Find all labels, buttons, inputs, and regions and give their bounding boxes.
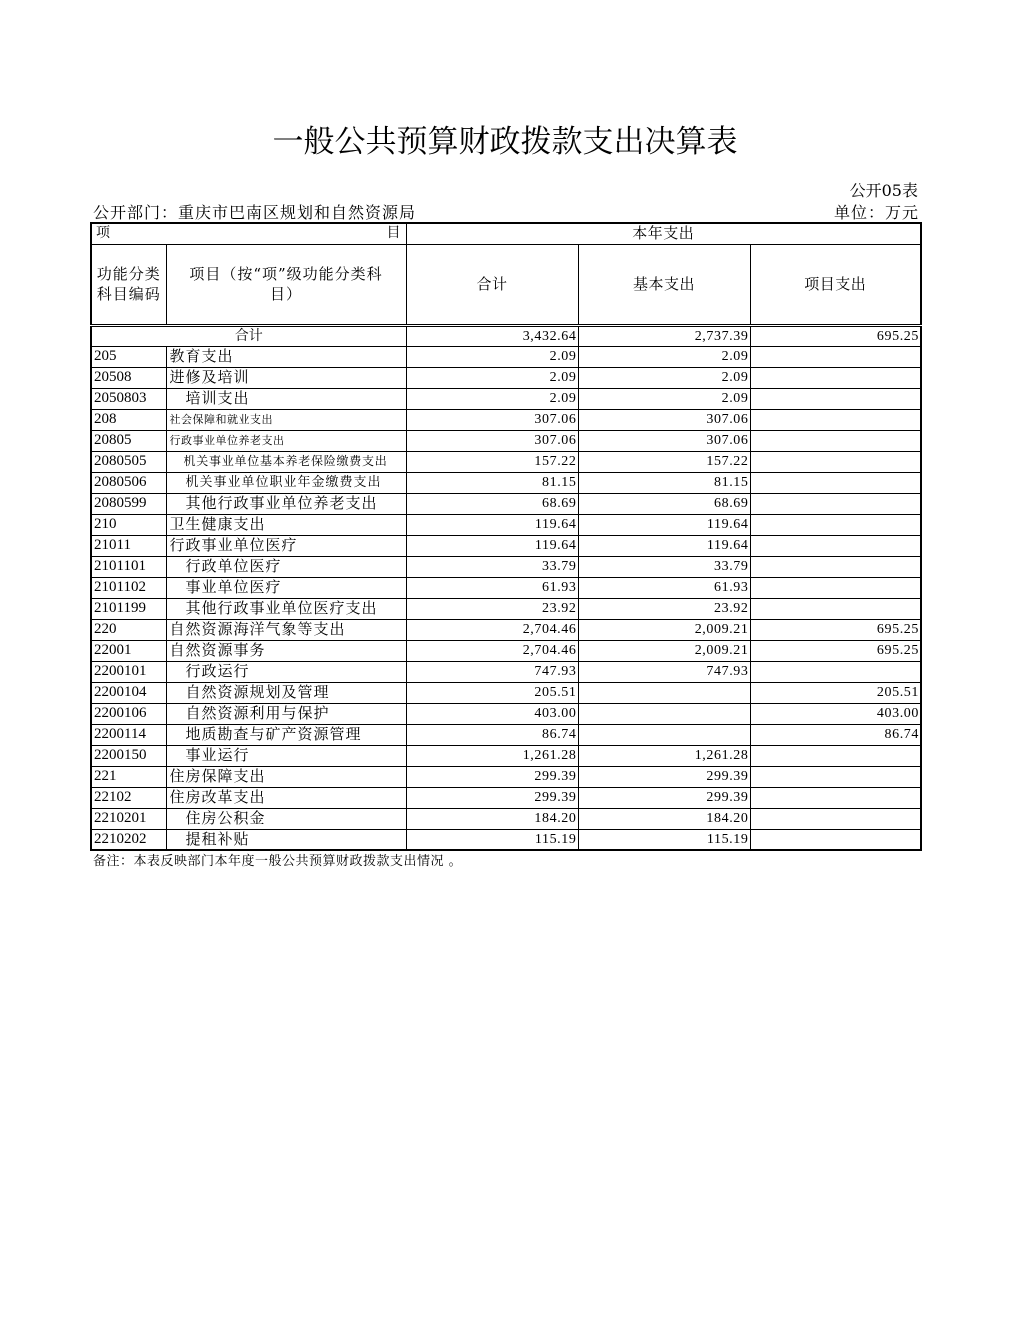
code-cell: 22102 (91, 787, 166, 808)
basic-expenditure-cell: 68.69 (578, 493, 750, 514)
total-cell: 119.64 (406, 514, 578, 535)
code-cell: 210 (91, 514, 166, 535)
total-cell: 119.64 (406, 535, 578, 556)
header-row-top (91, 223, 921, 244)
table-row (91, 493, 921, 514)
code-cell: 220 (91, 619, 166, 640)
project-expenditure-cell (750, 472, 921, 493)
code-cell: 2080505 (91, 451, 166, 472)
name-cell: 地质勘查与矿产资源管理 (166, 724, 406, 745)
basic-expenditure-cell (578, 682, 750, 703)
footnote: 备注：本表反映部门本年度一般公共预算财政拨款支出情况 。 (93, 854, 463, 869)
name-cell: 提租补贴 (166, 829, 406, 850)
basic-expenditure-cell: 299.39 (578, 766, 750, 787)
code-cell: 2210201 (91, 808, 166, 829)
name-cell: 其他行政事业单位医疗支出 (166, 598, 406, 619)
table-row (91, 619, 921, 640)
project-expenditure-cell (750, 808, 921, 829)
name-cell: 机关事业单位职业年金缴费支出 (166, 472, 406, 493)
code-cell: 20508 (91, 367, 166, 388)
code-cell: 21011 (91, 535, 166, 556)
table-row (91, 682, 921, 703)
table-row (91, 346, 921, 367)
project-expenditure-cell: 86.74 (750, 724, 921, 745)
table-row (91, 598, 921, 619)
total-cell: 61.93 (406, 577, 578, 598)
project-expenditure-cell (750, 388, 921, 409)
total-cell: 2.09 (406, 388, 578, 409)
code-cell: 2200104 (91, 682, 166, 703)
basic-expenditure-cell (578, 724, 750, 745)
total-cell: 157.22 (406, 451, 578, 472)
basic-expenditure-cell: 2.09 (578, 388, 750, 409)
total-cell: 2.09 (406, 367, 578, 388)
code-cell: 22001 (91, 640, 166, 661)
name-cell: 社会保障和就业支出 (166, 409, 406, 430)
total-cell: 86.74 (406, 724, 578, 745)
basic-expenditure-cell: 299.39 (578, 787, 750, 808)
table-row (91, 535, 921, 556)
name-cell: 卫生健康支出 (166, 514, 406, 535)
name-cell: 事业运行 (166, 745, 406, 766)
table-row (91, 367, 921, 388)
code-cell: 2200101 (91, 661, 166, 682)
name-cell: 住房保障支出 (166, 766, 406, 787)
expenditure-table (90, 222, 922, 851)
project-expenditure-cell (750, 346, 921, 367)
name-cell: 事业单位医疗 (166, 577, 406, 598)
total-project-cell: 695.25 (750, 325, 921, 346)
total-cell: 307.06 (406, 409, 578, 430)
basic-expenditure-cell: 61.93 (578, 577, 750, 598)
table-row (91, 472, 921, 493)
project-expenditure-cell (750, 493, 921, 514)
basic-expenditure-cell: 2,009.21 (578, 619, 750, 640)
project-expenditure-cell: 403.00 (750, 703, 921, 724)
name-cell: 行政事业单位医疗 (166, 535, 406, 556)
table-row (91, 514, 921, 535)
table-row (91, 430, 921, 451)
name-cell: 进修及培训 (166, 367, 406, 388)
total-amount-cell: 3,432.64 (406, 325, 578, 346)
code-cell: 208 (91, 409, 166, 430)
header-name: 项目（按“项”级功能分类科目） (166, 244, 406, 325)
project-expenditure-cell (750, 535, 921, 556)
table-row (91, 640, 921, 661)
project-expenditure-cell (750, 409, 921, 430)
name-cell: 行政单位医疗 (166, 556, 406, 577)
name-cell: 行政事业单位养老支出 (166, 430, 406, 451)
total-cell: 68.69 (406, 493, 578, 514)
unit-label: 单位：万元 (833, 203, 919, 222)
basic-expenditure-cell: 119.64 (578, 535, 750, 556)
basic-expenditure-cell (578, 703, 750, 724)
total-label: 合计 (91, 325, 406, 346)
project-expenditure-cell: 205.51 (750, 682, 921, 703)
code-cell: 2200114 (91, 724, 166, 745)
project-expenditure-cell (750, 514, 921, 535)
table-row (91, 451, 921, 472)
page-title: 一般公共预算财政拨款支出决算表 (272, 124, 738, 160)
basic-expenditure-cell: 119.64 (578, 514, 750, 535)
name-cell: 自然资源海洋气象等支出 (166, 619, 406, 640)
basic-expenditure-cell: 2,009.21 (578, 640, 750, 661)
table-row (91, 787, 921, 808)
name-cell: 自然资源规划及管理 (166, 682, 406, 703)
name-cell: 自然资源事务 (166, 640, 406, 661)
basic-expenditure-cell: 157.22 (578, 451, 750, 472)
basic-expenditure-cell: 307.06 (578, 409, 750, 430)
table-row (91, 808, 921, 829)
code-cell: 2200106 (91, 703, 166, 724)
total-cell: 747.93 (406, 661, 578, 682)
form-number: 公开05表 (849, 181, 918, 200)
project-expenditure-cell (750, 451, 921, 472)
code-cell: 2080506 (91, 472, 166, 493)
project-expenditure-cell (750, 556, 921, 577)
code-cell: 221 (91, 766, 166, 787)
code-cell: 20805 (91, 430, 166, 451)
project-expenditure-cell (750, 661, 921, 682)
basic-expenditure-cell: 2.09 (578, 346, 750, 367)
table-row (91, 829, 921, 850)
total-basic-cell: 2,737.39 (578, 325, 750, 346)
table-row (91, 556, 921, 577)
project-expenditure-cell (750, 766, 921, 787)
code-cell: 2080599 (91, 493, 166, 514)
total-cell: 307.06 (406, 430, 578, 451)
name-cell: 其他行政事业单位养老支出 (166, 493, 406, 514)
total-cell: 2,704.46 (406, 619, 578, 640)
project-expenditure-cell (750, 745, 921, 766)
basic-expenditure-cell: 23.92 (578, 598, 750, 619)
name-cell: 机关事业单位基本养老保险缴费支出 (166, 451, 406, 472)
total-cell: 115.19 (406, 829, 578, 850)
total-cell: 299.39 (406, 766, 578, 787)
project-expenditure-cell: 695.25 (750, 619, 921, 640)
total-cell: 2.09 (406, 346, 578, 367)
code-cell: 205 (91, 346, 166, 367)
header-project: 项目支出 (750, 244, 921, 325)
table-row (91, 766, 921, 787)
basic-expenditure-cell: 184.20 (578, 808, 750, 829)
total-cell: 81.15 (406, 472, 578, 493)
project-expenditure-cell (750, 577, 921, 598)
header-current-year: 本年支出 (406, 223, 921, 244)
project-expenditure-cell (750, 829, 921, 850)
header-item-left: 项 (96, 225, 110, 242)
header-basic: 基本支出 (578, 244, 750, 325)
name-cell: 住房改革支出 (166, 787, 406, 808)
table-row (91, 661, 921, 682)
code-cell: 2050803 (91, 388, 166, 409)
total-cell: 33.79 (406, 556, 578, 577)
table-row (91, 703, 921, 724)
code-cell: 2101102 (91, 577, 166, 598)
code-cell: 2101199 (91, 598, 166, 619)
total-cell: 2,704.46 (406, 640, 578, 661)
name-cell: 自然资源利用与保护 (166, 703, 406, 724)
basic-expenditure-cell: 33.79 (578, 556, 750, 577)
total-cell: 403.00 (406, 703, 578, 724)
table-row (91, 724, 921, 745)
code-cell: 2200150 (91, 745, 166, 766)
project-expenditure-cell (750, 787, 921, 808)
project-expenditure-cell (750, 367, 921, 388)
total-cell: 205.51 (406, 682, 578, 703)
basic-expenditure-cell: 2.09 (578, 367, 750, 388)
total-row (91, 325, 921, 346)
basic-expenditure-cell: 115.19 (578, 829, 750, 850)
basic-expenditure-cell: 1,261.28 (578, 745, 750, 766)
total-cell: 23.92 (406, 598, 578, 619)
header-item-right: 目 (386, 225, 401, 242)
name-cell: 教育支出 (166, 346, 406, 367)
name-cell: 培训支出 (166, 388, 406, 409)
name-cell: 住房公积金 (166, 808, 406, 829)
basic-expenditure-cell: 307.06 (578, 430, 750, 451)
header-row-columns (91, 244, 921, 325)
header-total: 合计 (406, 244, 578, 325)
header-code: 功能分类科目编码 (91, 244, 166, 325)
table-row (91, 409, 921, 430)
code-cell: 2210202 (91, 829, 166, 850)
total-cell: 1,261.28 (406, 745, 578, 766)
table-row (91, 745, 921, 766)
total-cell: 184.20 (406, 808, 578, 829)
project-expenditure-cell (750, 598, 921, 619)
basic-expenditure-cell: 81.15 (578, 472, 750, 493)
code-cell: 2101101 (91, 556, 166, 577)
header-item-cell (91, 223, 406, 244)
name-cell: 行政运行 (166, 661, 406, 682)
total-cell: 299.39 (406, 787, 578, 808)
table-row (91, 388, 921, 409)
project-expenditure-cell (750, 430, 921, 451)
table-row (91, 577, 921, 598)
basic-expenditure-cell: 747.93 (578, 661, 750, 682)
project-expenditure-cell: 695.25 (750, 640, 921, 661)
department-label: 公开部门：重庆市巴南区规划和自然资源局 (93, 203, 417, 222)
